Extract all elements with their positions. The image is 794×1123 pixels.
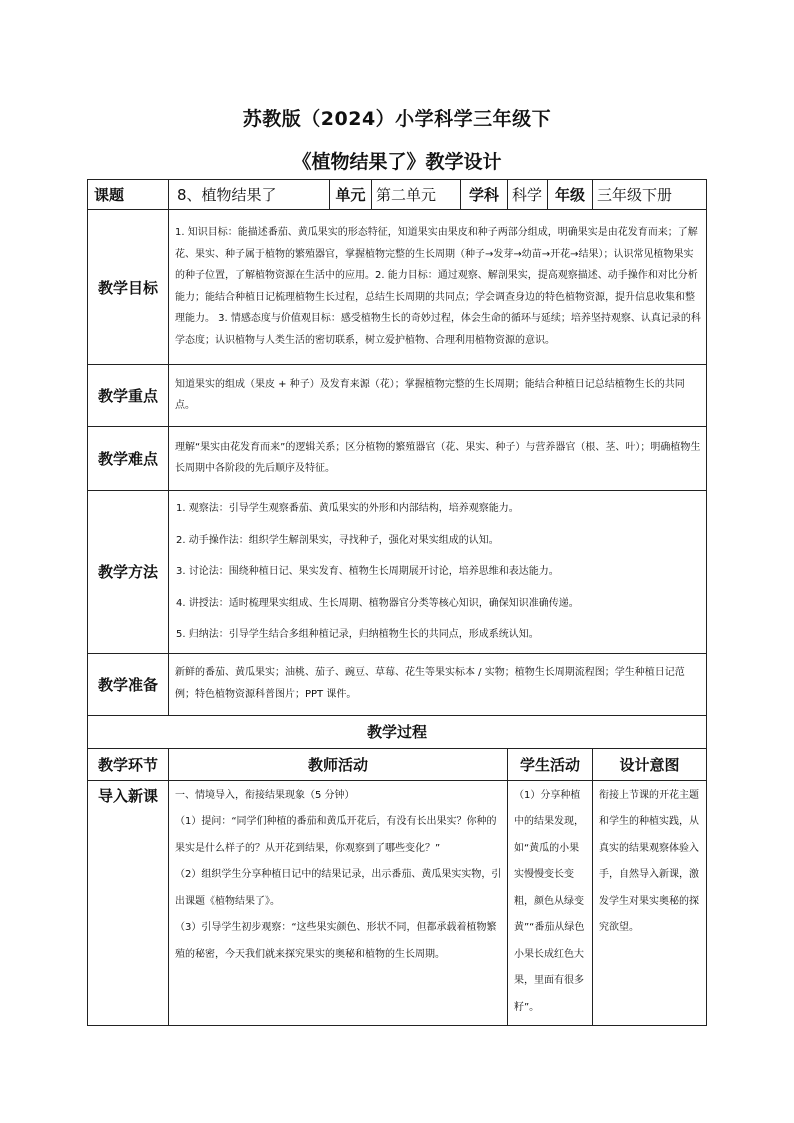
preparation-text: 新鲜的番茄、黄瓜果实；油桃、茄子、豌豆、草莓、花生等果实标本 / 实物；植物生长周期流程图；学生种植日记范例；特色植物资源科普图片；PPT 课件。 bbox=[169, 653, 707, 715]
process-header-row bbox=[88, 748, 707, 780]
teacher-step: （2）组织学生分享种植日记中的结果记录，出示番茄、黄瓜果实实物，引出课题《植物结果了》。 bbox=[175, 869, 502, 907]
method-item: 1. 观察法：引导学生观察番茄、黄瓜果实的外形和内部结构，培养观察能力。 bbox=[176, 503, 519, 514]
process-section-row bbox=[88, 715, 707, 748]
methods-row bbox=[88, 491, 707, 654]
method-item: 3. 讨论法：围绕种植日记、果实发育、植物生长周期展开讨论，培养思维和表达能力。 bbox=[176, 566, 559, 577]
goals-label: 教学目标 bbox=[88, 210, 169, 365]
col-teacher-header: 教师活动 bbox=[169, 748, 508, 780]
grade-label: 年级 bbox=[548, 180, 593, 210]
methods-label: 教学方法 bbox=[88, 491, 169, 654]
goals-row bbox=[88, 210, 707, 365]
teacher-step: （3）引导学生初步观察：“这些果实颜色、形状不同，但都承载着植物繁殖的秘密，今天我们就来探究果实的奥秘和植物的生长周期。 bbox=[175, 922, 497, 960]
stage-label: 导入新课 bbox=[88, 780, 169, 1025]
preparation-label: 教学准备 bbox=[88, 653, 169, 715]
document-subtitle: 《植物结果了》教学设计 bbox=[292, 151, 502, 173]
design-intent: 衔接上节课的开花主题和学生的种植实践，从真实的结果观察体验入手，自然导入新课，激发学生对果实奥秘的探究欲望。 bbox=[593, 780, 707, 1025]
topic-value: 8、植物结果了 bbox=[169, 180, 330, 210]
methods-list bbox=[169, 491, 707, 654]
method-item: 5. 归纳法：引导学生结合多组种植记录，归纳植物生长的共同点，形成系统认知。 bbox=[176, 629, 539, 640]
col-stage-header: 教学环节 bbox=[88, 748, 169, 780]
process-row-intro bbox=[88, 780, 707, 1025]
key-points-text: 知道果实的组成（果皮 + 种子）及发育来源（花）；掌握植物完整的生长周期；能结合种植日记总结植物生长的共同点。 bbox=[169, 365, 707, 427]
difficulties-label: 教学难点 bbox=[88, 427, 169, 491]
process-section-title: 教学过程 bbox=[88, 715, 707, 748]
col-student-header: 学生活动 bbox=[508, 748, 593, 780]
unit-label: 单元 bbox=[330, 180, 372, 210]
topic-label: 课题 bbox=[88, 180, 169, 210]
teacher-activity bbox=[169, 780, 508, 1025]
subject-value: 科学 bbox=[508, 180, 548, 210]
difficulties-row bbox=[88, 427, 707, 491]
student-activity: （1）分享种植中的结果发现，如“黄瓜的小果实慢慢变长变粗，颜色从绿变黄”“番茄从绿色小果长成红色大果，里面有很多籽”。 bbox=[508, 780, 593, 1025]
preparation-row bbox=[88, 653, 707, 715]
col-intent-header: 设计意图 bbox=[593, 748, 707, 780]
teacher-step: （1）提问：“同学们种植的番茄和黄瓜开花后，有没有长出果实？你种的果实是什么样子的？从开花到结果，你观察到了哪些变化？” bbox=[175, 816, 497, 854]
method-item: 2. 动手操作法：组织学生解剖果实，寻找种子，强化对果实组成的认知。 bbox=[176, 534, 499, 546]
teacher-step: 一、情境导入，衔接结果现象（5 分钟） bbox=[175, 789, 355, 801]
document-title: 苏教版（2024）小学科学三年级下 bbox=[242, 108, 552, 130]
goals-text: 1. 知识目标：能描述番茄、黄瓜果实的形态特征，知道果实由果皮和种子两部分组成，明确果实是由花发育而来；了解花、果实、种子属于植物的繁殖器官，掌握植物完整的生长周期（种子→发芽→幼苗→开花→结果）；认识常见植物果实的种子位置，了解植物资源在生活中的应用。2. 能力目标：通过观察、解剖果实，提高观察描述、动手操作和对比分析能力；能结合种植日记梳理植物生长过程，总结生长周期的共同点；学会调查身边的特色植物资源，提升信息收集和整理能力。 3. 情感态度与价值观目标：感受植物生长的奇妙过程，体会生命的循环与延续；培养坚持观察、认真记录的科学态度；认识植物与人类生活的密切联系，树立爱护植物、合理利用植物资源的意识。 bbox=[169, 210, 707, 365]
grade-value: 三年级下册 bbox=[593, 180, 707, 210]
subject-label: 学科 bbox=[461, 180, 508, 210]
info-row bbox=[88, 180, 707, 210]
lesson-plan-table bbox=[87, 179, 707, 1026]
method-item: 4. 讲授法：适时梳理果实组成、生长周期、植物器官分类等核心知识，确保知识准确传递。 bbox=[176, 597, 579, 609]
difficulties-text: 理解“果实由花发育而来”的逻辑关系；区分植物的繁殖器官（花、果实、种子）与营养器官（根、茎、叶）；明确植物生长周期中各阶段的先后顺序及特征。 bbox=[169, 427, 707, 491]
key-points-label: 教学重点 bbox=[88, 365, 169, 427]
key-points-row bbox=[88, 365, 707, 427]
unit-value: 第二单元 bbox=[372, 180, 461, 210]
